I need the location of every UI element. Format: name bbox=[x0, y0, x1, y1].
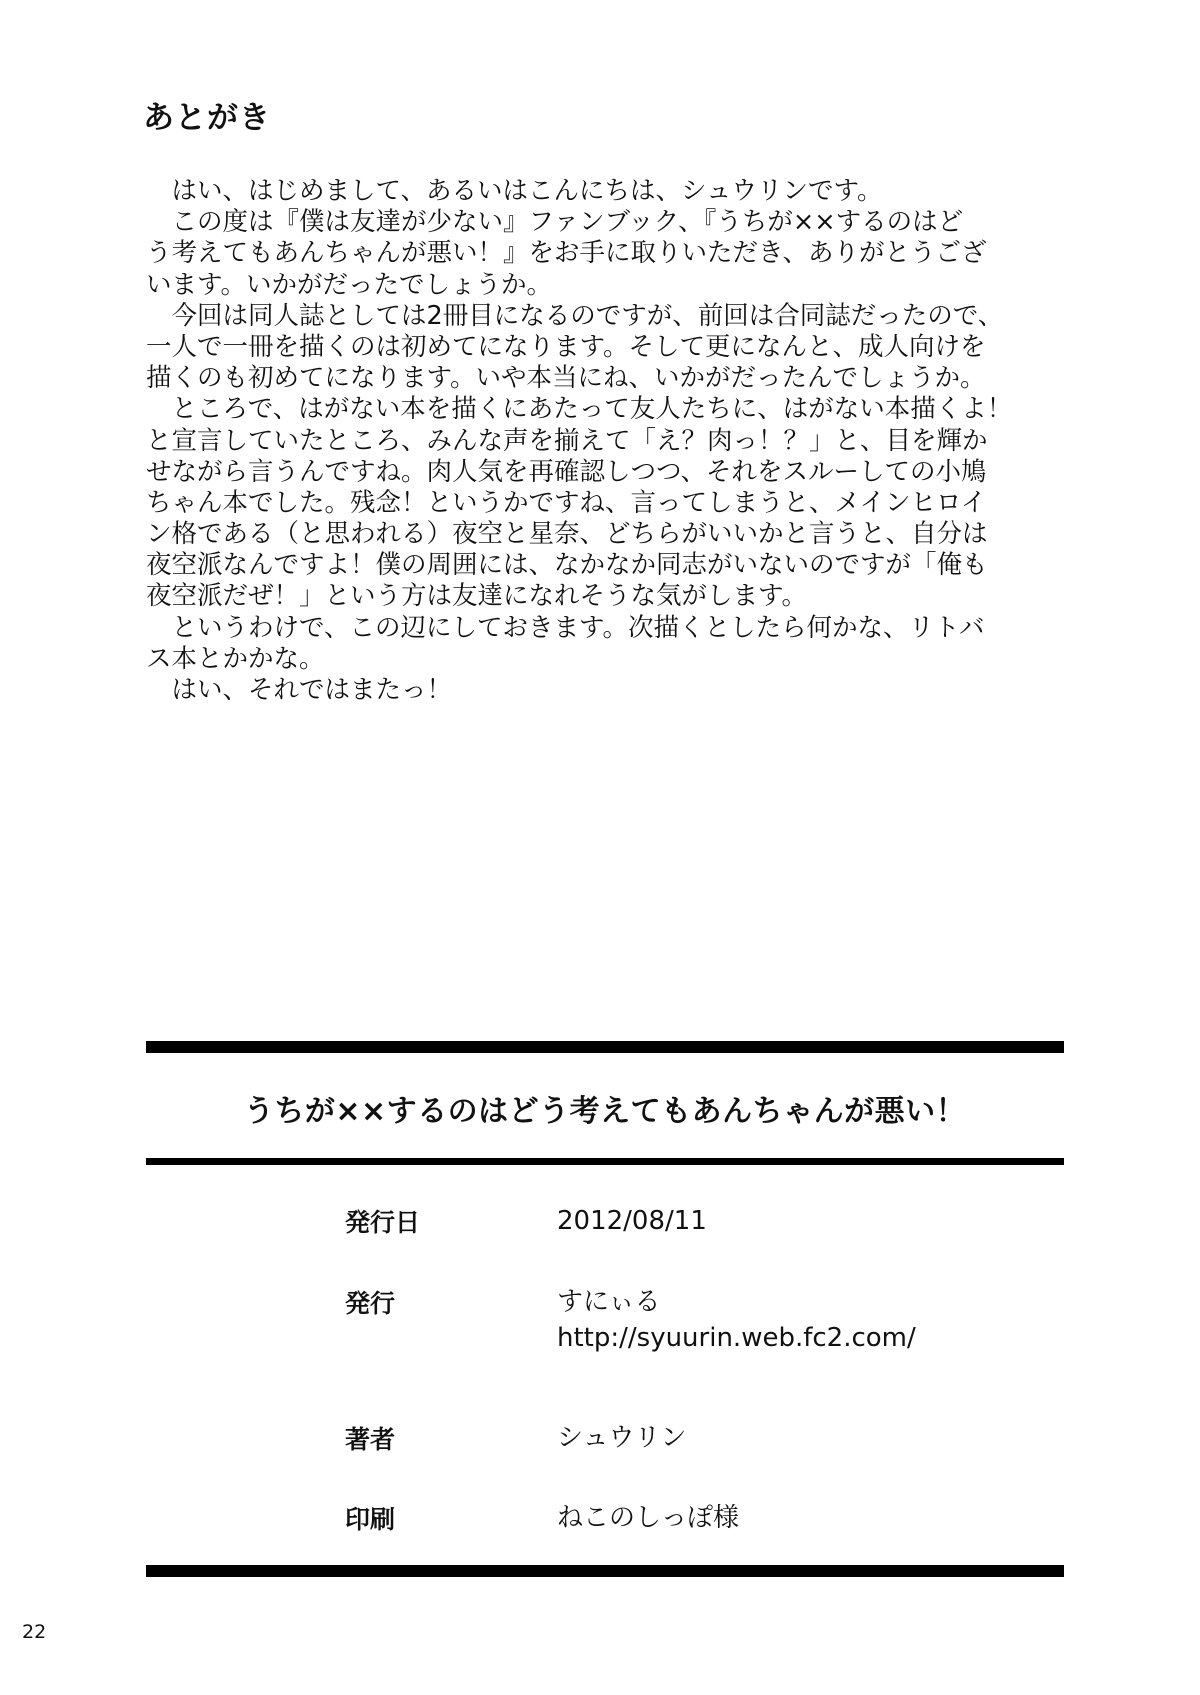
colophon-title: うちが××するのはどう考えてもあんちゃんが悪い！ bbox=[243, 1094, 967, 1129]
afterword-line: ス本とかかな。 bbox=[146, 643, 325, 674]
author-label: 著者 bbox=[345, 1425, 396, 1454]
publisher-value bbox=[557, 1284, 916, 1356]
printer-label: 印刷 bbox=[345, 1505, 396, 1534]
afterword-line: 今回は同人誌としては2冊目になるのですが、前回は合同誌だったので、 bbox=[146, 300, 1004, 331]
date-label: 発行日 bbox=[345, 1208, 421, 1237]
afterword-body bbox=[146, 176, 1066, 706]
afterword-line: この度は『僕は友達が少ない』ファンブック、『うちが××するのはど bbox=[146, 207, 964, 238]
afterword-line: はい、それではまたっ！ bbox=[146, 675, 453, 705]
afterword-line: 夜空派なんですよ！僕の周囲には、なかなか同志がいないのですが「俺も bbox=[146, 550, 988, 581]
printer-value bbox=[557, 1500, 739, 1536]
author-value-text: シュウリン bbox=[557, 1423, 687, 1453]
afterword-line: 一人で一冊を描くのは初めてになります。そして更になんと、成人向けを bbox=[146, 331, 986, 362]
publisher-url: http://syuurin.web.fc2.com/ bbox=[557, 1323, 916, 1353]
colophon-bottom-rule bbox=[146, 1565, 1064, 1577]
afterword-line: ン格である（と思われる）夜空と星奈、どちらがいいかと言うと、自分は bbox=[146, 519, 988, 550]
date-value bbox=[557, 1203, 707, 1239]
colophon-top-rule bbox=[146, 1041, 1064, 1053]
afterword-line: せながら言うんですね。肉人気を再確認しつつ、それをスルーしての小鳩 bbox=[146, 456, 987, 487]
afterword-line: います。いかがだったでしょうか。 bbox=[146, 269, 552, 300]
afterword-line: 夜空派だぜ！」という方は友達になれそうな気がします。 bbox=[146, 581, 807, 612]
afterword-line: う考えてもあんちゃんが悪い！』をお手に取りいただき、ありがとうござ bbox=[146, 238, 987, 269]
afterword-line: 描くのも初めてになります。いや本当にね、いかがだったんでしょうか。 bbox=[146, 363, 986, 394]
publisher-name: すにぃる bbox=[557, 1287, 661, 1317]
publisher-label: 発行 bbox=[345, 1289, 396, 1318]
date-value-text: 2012/08/11 bbox=[557, 1206, 707, 1236]
colophon-title-rule bbox=[146, 1158, 1064, 1165]
printer-value-text: ねこのしっぽ様 bbox=[557, 1503, 740, 1533]
afterword-line: と宣言していたところ、みんな声を揃えて「え？肉っ！？」と、目を輝か bbox=[146, 425, 988, 456]
author-value bbox=[557, 1420, 686, 1456]
afterword-line: ちゃん本でした。残念！というかですね、言ってしまうと、メインヒロイ bbox=[146, 487, 987, 518]
afterword-line: というわけで、この辺にしておきます。次描くとしたら何かな、リトバ bbox=[146, 612, 985, 643]
page-number: 22 bbox=[22, 1621, 47, 1643]
afterword-heading: あとがき bbox=[143, 100, 271, 136]
afterword-line: ところで、はがない本を描くにあたって友人たちに、はがない本描くよ！ bbox=[146, 394, 1013, 425]
afterword-line: はい、はじめまして、あるいはこんにちは、シュウリンです。 bbox=[146, 176, 883, 206]
